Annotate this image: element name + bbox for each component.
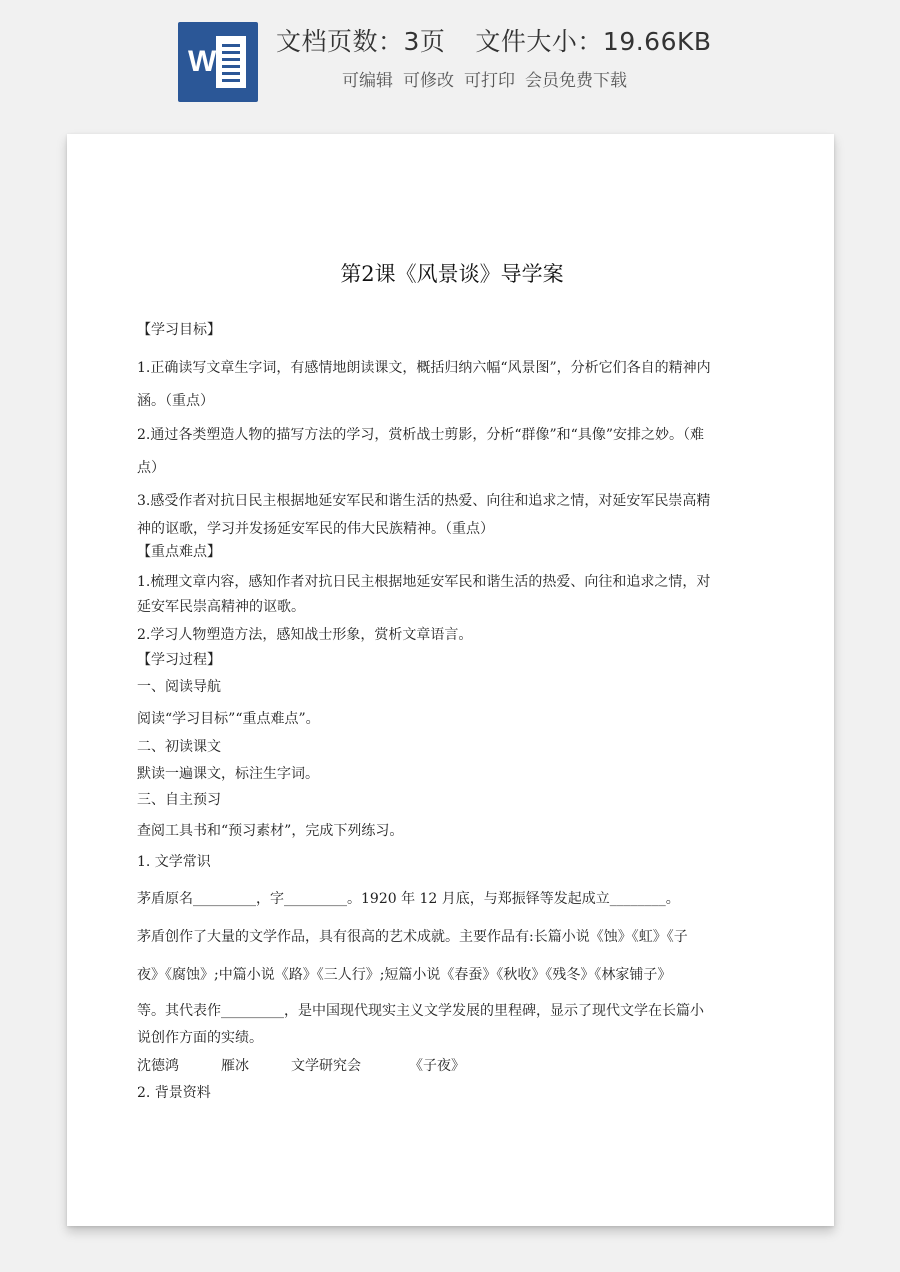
paragraph-line: 说创作方面的实绩。 bbox=[137, 1030, 263, 1046]
document-title: 第2课《风景谈》导学案 bbox=[340, 262, 564, 286]
paragraph-line: 点） bbox=[137, 460, 165, 476]
answer-item: 沈德鸿 bbox=[137, 1058, 179, 1074]
answer-item: 雁冰 bbox=[221, 1058, 249, 1074]
paragraph-line: 1.梳理文章内容，感知作者对抗日民主根据地延安军民和谐生活的热爱、向往和追求之情，对 bbox=[137, 574, 711, 590]
subheading-background: 2. 背景资料 bbox=[137, 1085, 211, 1101]
section-heading-goals: 【学习目标】 bbox=[137, 322, 221, 338]
fill-in-blank-line: 等。其代表作_________，是中国现代现实主义文学发展的里程碑，显示了现代文学在长篇小 bbox=[137, 1003, 704, 1019]
answer-item: 《子夜》 bbox=[409, 1058, 465, 1074]
feature-printable: 可打印 bbox=[464, 71, 515, 91]
paragraph-line: 2.学习人物塑造方法，感知战士形象，赏析文章语言。 bbox=[137, 627, 473, 643]
subheading-self-preview: 三、自主预习 bbox=[137, 792, 221, 808]
subheading-first-reading: 二、初读课文 bbox=[137, 739, 221, 755]
paragraph-line: 2.通过各类塑造人物的描写方法的学习，赏析战士剪影，分析“群像”和“具像”安排之妙。（难 bbox=[137, 427, 704, 443]
file-size: 文件大小：19.66KB bbox=[475, 27, 712, 56]
paragraph-line: 默读一遍课文，标注生字词。 bbox=[137, 766, 319, 782]
section-heading-process: 【学习过程】 bbox=[137, 652, 221, 668]
feature-modifiable: 可修改 bbox=[403, 71, 454, 91]
paragraph-line: 阅读“学习目标”“重点难点”。 bbox=[137, 711, 320, 727]
paragraph-line: 涵。（重点） bbox=[137, 393, 214, 409]
subheading-reading-guide: 一、阅读导航 bbox=[137, 679, 221, 695]
feature-list bbox=[342, 66, 637, 91]
fill-in-blank-line: 茅盾原名_________，字_________。1920 年 12 月底，与郑振铎等发起成立________。 bbox=[137, 891, 680, 907]
page-count: 文档页数：3页 bbox=[276, 27, 446, 56]
paragraph-line: 夜》《腐蚀》;中篇小说《路》《三人行》;短篇小说《春蚕》《秋收》《残冬》《林家铺子》 bbox=[137, 967, 672, 983]
document-info-header bbox=[0, 0, 900, 130]
feature-member-download: 会员免费下载 bbox=[525, 71, 627, 91]
section-heading-key-points: 【重点难点】 bbox=[137, 544, 221, 560]
document-page bbox=[67, 134, 834, 1226]
word-letter: W bbox=[188, 45, 217, 78]
answer-row bbox=[137, 1055, 465, 1075]
word-document-icon bbox=[178, 22, 258, 102]
paragraph-line: 茅盾创作了大量的文学作品，具有很高的艺术成就。主要作品有:长篇小说《蚀》《虹》《子 bbox=[137, 929, 688, 945]
paragraph-line: 神的讴歌，学习并发扬延安军民的伟大民族精神。（重点） bbox=[137, 521, 494, 537]
answer-item: 文学研究会 bbox=[291, 1058, 361, 1074]
paragraph-line: 3.感受作者对抗日民主根据地延安军民和谐生活的热爱、向往和追求之情，对延安军民崇高精 bbox=[137, 493, 711, 509]
paragraph-line: 1.正确读写文章生字词，有感情地朗读课文，概括归纳六幅“风景图”，分析它们各自的精神内 bbox=[137, 360, 711, 376]
paragraph-line: 延安军民崇高精神的讴歌。 bbox=[137, 599, 305, 615]
feature-editable: 可编辑 bbox=[342, 71, 393, 91]
paragraph-line: 查阅工具书和“预习素材”，完成下列练习。 bbox=[137, 823, 404, 839]
document-stats bbox=[276, 22, 712, 58]
subheading-literary-knowledge: 1. 文学常识 bbox=[137, 854, 211, 870]
